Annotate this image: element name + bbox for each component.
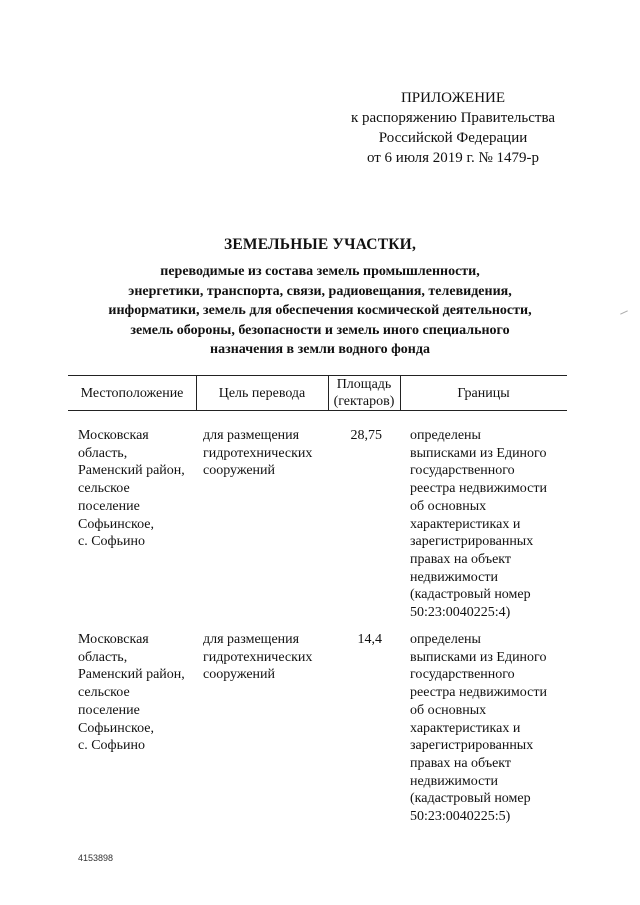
subtitle-line: назначения в земли водного фонда <box>210 342 430 357</box>
cell-line: с. Софьино <box>78 534 145 550</box>
cell-line: для размещения <box>203 632 300 647</box>
table-header-rule <box>68 410 567 411</box>
cell-line: недвижимости <box>410 773 498 789</box>
cell-line: сооружений <box>203 667 276 683</box>
cell-line: поселение <box>78 498 140 514</box>
row-1-area: 28,75 <box>350 428 382 443</box>
row-2-area: 14,4 <box>357 632 382 647</box>
cell-line: гидротехнических <box>203 649 313 665</box>
cell-line: область, <box>78 445 128 461</box>
cell-line: Софьинское, <box>78 516 154 532</box>
subtitle-line: переводимые из состава земель промышленности, <box>160 264 480 279</box>
table-top-rule <box>68 375 567 376</box>
cell-line: определены <box>410 632 481 647</box>
appendix-line-2: Российской Федерации <box>378 130 528 146</box>
cell-line: 50:23:0040225:5) <box>410 809 511 825</box>
document-title: ЗЕМЕЛЬНЫЕ УЧАСТКИ, <box>223 236 417 253</box>
cell-line: сооружений <box>203 463 276 479</box>
cell-line: реестра недвижимости <box>410 685 547 701</box>
header-area-line-2: (гектаров) <box>333 394 395 409</box>
cell-line: об основных <box>410 702 487 718</box>
cell-line: сельское <box>78 481 130 497</box>
header-purpose: Цель перевода <box>218 386 306 401</box>
header-area <box>328 376 400 410</box>
cell-line: Московская <box>78 428 149 443</box>
cell-line: область, <box>78 649 128 665</box>
cell-line: поселение <box>78 702 140 718</box>
scan-mark <box>620 310 628 314</box>
cell-line: (кадастровый номер <box>410 587 531 603</box>
appendix-block <box>330 88 576 168</box>
subtitle-line: земель обороны, безопасности и земель иного специального <box>130 322 510 338</box>
row-2-purpose <box>203 631 312 684</box>
cell-line: (кадастровый номер <box>410 791 531 807</box>
cell-line: зарегистрированных <box>410 738 534 754</box>
row-1-purpose <box>203 427 312 480</box>
cell-line: характеристиках и <box>410 720 521 736</box>
cell-line: гидротехнических <box>203 445 313 461</box>
subtitle-line: энергетики, транспорта, связи, радиовещания, телевидения, <box>128 283 512 299</box>
cell-line: правах на объект <box>410 551 512 567</box>
row-2-borders <box>410 631 547 826</box>
cell-line: недвижимости <box>410 569 498 585</box>
cell-line: Московская <box>78 632 149 647</box>
row-1-borders <box>410 427 547 622</box>
appendix-line-1: к распоряжению Правительства <box>350 110 555 126</box>
subtitle-line: информатики, земель для обеспечения космической деятельности, <box>108 303 532 318</box>
cell-line: об основных <box>410 498 487 514</box>
cell-line: характеристиках и <box>410 516 521 532</box>
cell-line: государственного <box>410 463 515 479</box>
cell-line: определены <box>410 428 481 443</box>
row-1-location <box>78 427 185 551</box>
cell-line: для размещения <box>203 428 300 443</box>
cell-line: государственного <box>410 667 515 683</box>
document-number: 4153898 <box>78 853 114 863</box>
cell-line: Раменский район, <box>78 463 185 479</box>
header-location: Местоположение <box>80 386 184 401</box>
cell-line: реестра недвижимости <box>410 481 547 497</box>
cell-line: Раменский район, <box>78 667 185 683</box>
cell-line: с. Софьино <box>78 738 145 754</box>
cell-line: зарегистрированных <box>410 534 534 550</box>
cell-line: сельское <box>78 685 130 701</box>
cell-line: выписками из Единого <box>410 649 547 665</box>
document-subtitle <box>80 262 560 360</box>
header-borders: Границы <box>457 386 510 401</box>
cell-line: 50:23:0040225:4) <box>410 605 511 621</box>
appendix-line-3: от 6 июля 2019 г. № 1479-р <box>366 150 540 166</box>
cell-line: правах на объект <box>410 755 512 771</box>
cell-line: Софьинское, <box>78 720 154 736</box>
cell-line: выписками из Единого <box>410 445 547 461</box>
appendix-title: ПРИЛОЖЕНИЕ <box>400 90 506 106</box>
row-2-location <box>78 631 185 755</box>
header-area-line-1: Площадь <box>336 377 392 392</box>
